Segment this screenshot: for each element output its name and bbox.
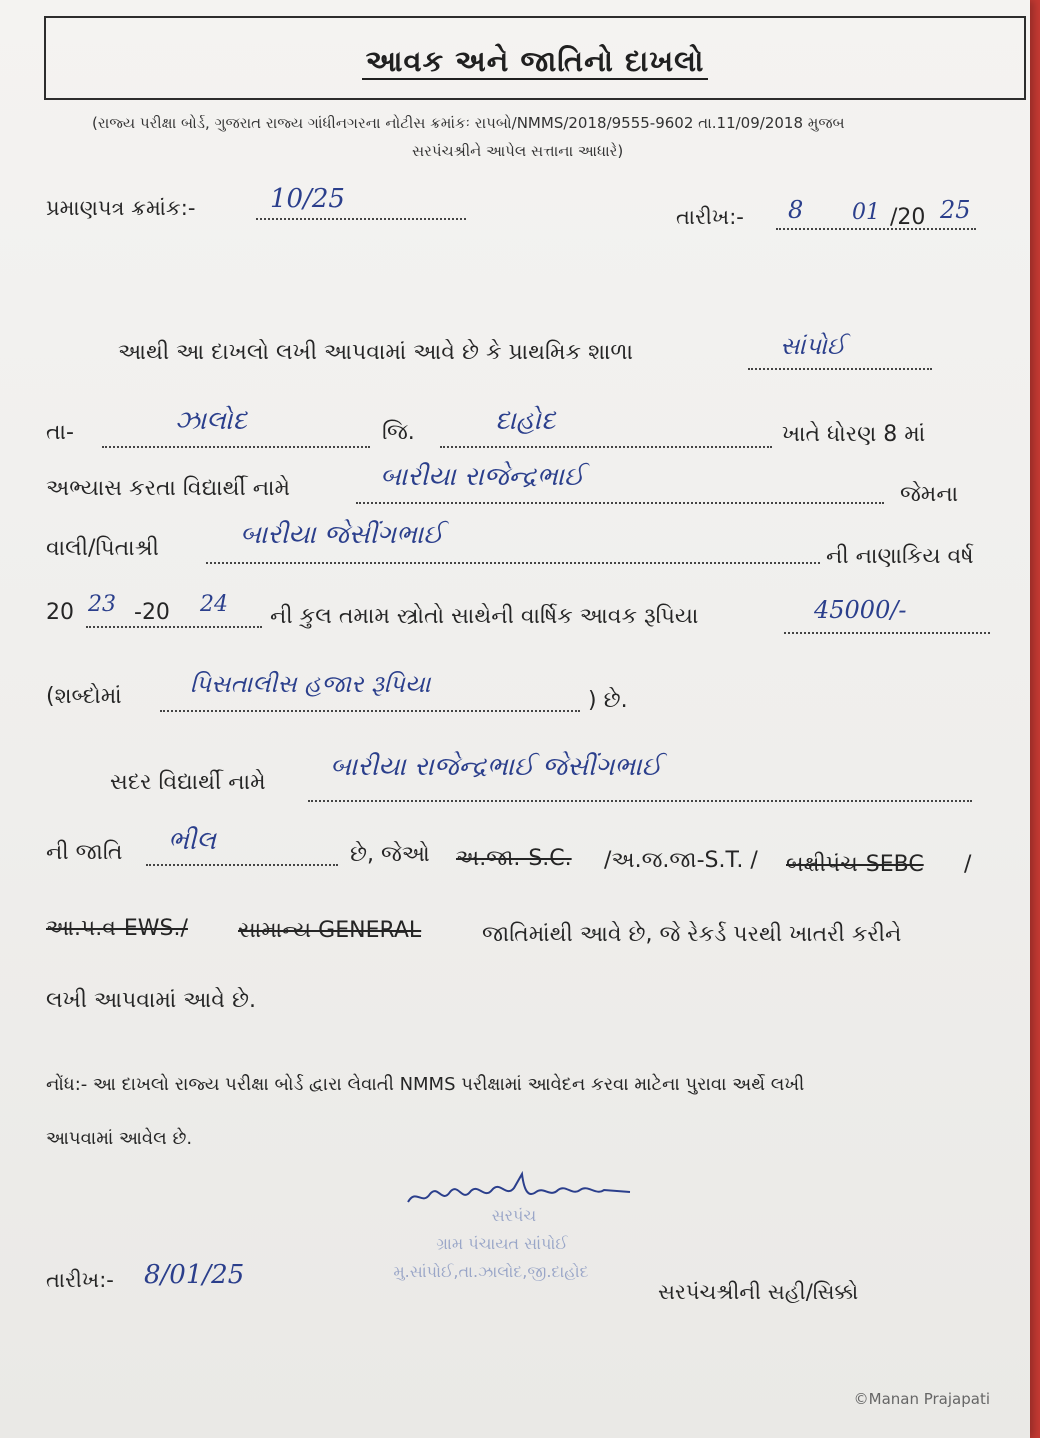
district-line: [440, 446, 772, 448]
stamp-line-3: મુ.સાંપોઈ,તા.ઝાલોદ,જી.દાહોદ: [393, 1262, 589, 1281]
note-line-2: આપવામાં આવેલ છે.: [46, 1128, 193, 1149]
caste-label: ની જાતિ: [46, 840, 123, 865]
signature-label: સરપંચશ્રીની સહી/સિક્કો: [658, 1280, 859, 1304]
certificate-date-month: 01: [852, 200, 880, 225]
notice-line-1: (રાજ્ય પરીક્ષા બોર્ડ, ગુજરાત રાજ્ય ગાંધીનગરના નોટીસ ક્રમાંકઃ રાપબો/NMMS/2018/9555-9602 તા.11/09/2018 મુજબ: [92, 114, 845, 132]
jemna-text: જેમના: [900, 482, 959, 507]
student-full-name: બારીયા રાજેન્દ્રભાઈ જેસીંગભાઈ: [330, 752, 662, 782]
year-to: 24: [200, 592, 228, 617]
district-value: દાહોદ: [495, 406, 556, 436]
certificate-date-year-prefix: /20: [890, 205, 926, 230]
footer-date-label: તારીખ:-: [46, 1268, 114, 1292]
words-label: (શબ્દોમાં: [46, 684, 122, 709]
title-box: [44, 16, 1026, 100]
income-text: ની કુલ તમામ સ્ત્રોતો સાથેની વાર્ષિક આવક રૂપિયા: [270, 604, 699, 629]
financial-year-label: ની નાણાકિય વર્ષ: [826, 544, 974, 569]
stamp-line-2: ગ્રામ પંચાયત સાંપોઈ: [436, 1234, 568, 1253]
income-value: 45000/-: [814, 596, 907, 624]
sc-option: અ.જા.-S.C.: [456, 846, 572, 871]
footer-date-value: 8/01/25: [144, 1260, 245, 1290]
income-line: [784, 632, 990, 634]
note-line-1: નોંધ:- આ દાખલો રાજ્ય પરીક્ષા બોર્ડ દ્વારા લેવાતી NMMS પરીક્ષામાં આવેદન કરવા માટેના પુરાવા અર્થે લખી: [46, 1074, 805, 1095]
caste-line: [146, 864, 338, 866]
certificate-date-label: તારીખ:-: [676, 205, 744, 229]
page-title: આવક અને જાતિનો દાખલો: [46, 44, 1024, 79]
student-line: [356, 502, 884, 504]
caste-rest-text: જાતિમાંથી આવે છે, જે રેકર્ડ પરથી ખાતરી કરીને: [482, 922, 902, 947]
year-prefix: 20: [46, 600, 74, 625]
general-option: સામાન્ય GENERAL: [238, 918, 422, 943]
certificate-no-line: [256, 218, 466, 220]
st-option: /અ.જ.જા-S.T. /: [604, 848, 758, 873]
school-line: [748, 368, 932, 370]
certificate-no-label: પ્રમાણપત્ર ક્રમાંક:-: [46, 196, 196, 220]
words-end: ) છે.: [588, 688, 628, 713]
guardian-name: બારીયા જેસીંગભાઈ: [240, 520, 444, 550]
last-line: લખી આપવામાં આવે છે.: [46, 988, 256, 1013]
certificate-date-line: [776, 228, 976, 230]
school-name: સાંપોઈ: [780, 332, 846, 360]
student-label-2: સદર વિદ્યાર્થી નામે: [110, 770, 266, 795]
standard-text: ખાતે ધોરણ 8 માં: [782, 422, 926, 447]
certificate-date-day: 8: [788, 196, 804, 224]
certificate-date-year-suffix: 25: [940, 196, 971, 224]
sebc-option: બક્ષીપંચ-SEBC: [786, 852, 924, 877]
credit-text: ©Manan Prajapati: [853, 1390, 990, 1408]
guardian-label: વાલી/પિતાશ્રી: [46, 536, 159, 561]
notice-line-2: સરપંચશ્રીને આપેલ સત્તાના આધારે): [412, 142, 624, 160]
ews-option: આ.પ.વ-EWS./: [46, 916, 188, 941]
district-label: જિ.: [382, 420, 415, 445]
caste-value: ભીલ: [168, 826, 216, 856]
student-name: બારીયા રાજેન્દ્રભાઈ: [380, 462, 585, 492]
sebc-slash: /: [964, 852, 972, 877]
year-mid: -20: [134, 600, 170, 625]
caste-mid: છે, જેઓ: [350, 842, 430, 867]
words-line: [160, 710, 580, 712]
year-line: [86, 626, 262, 628]
taluka-value: ઝાલોદ: [175, 406, 247, 436]
stamp-line-1: સરપંચ: [491, 1206, 537, 1225]
intro-text: આથી આ દાખલો લખી આપવામાં આવે છે કે પ્રાથમિક શાળા: [118, 340, 633, 365]
taluka-label: તા-: [46, 420, 74, 445]
student-line-2: [308, 800, 972, 802]
certificate-no-value: 10/25: [270, 184, 345, 214]
words-value: પિસતાલીસ હજાર રૂપિયા: [190, 670, 431, 698]
student-label: અભ્યાસ કરતા વિદ્યાર્થી નામે: [46, 476, 291, 501]
year-from: 23: [88, 592, 116, 617]
taluka-line: [102, 446, 370, 448]
guardian-line: [206, 562, 820, 564]
